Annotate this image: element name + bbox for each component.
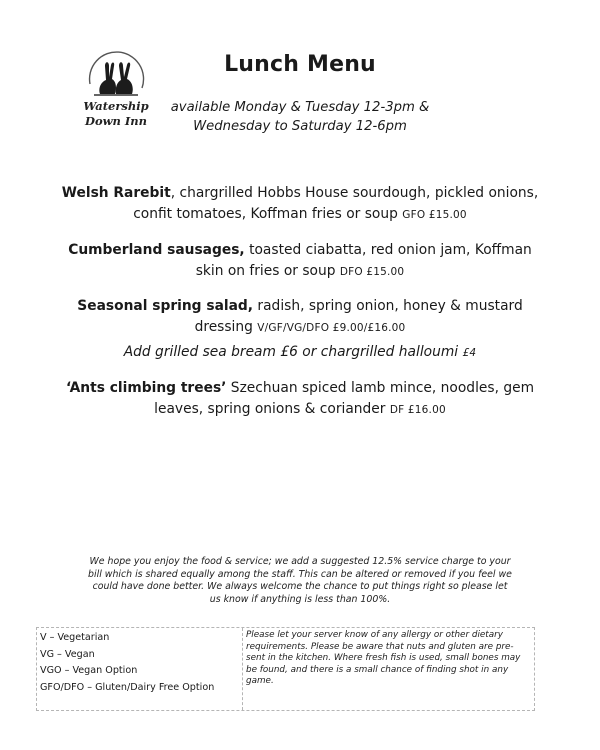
dish-description: dressing <box>194 319 258 335</box>
menu-item-ants-climbing-trees <box>50 378 550 421</box>
dish-tag-price: DFO £15.00 <box>339 266 405 278</box>
table-divider <box>242 628 243 710</box>
menu-item-cumberland-sausages <box>50 240 550 283</box>
dish-name: Cumberland sausages, <box>68 242 245 258</box>
availability-line2: Wednesday to Saturday 12-6pm <box>193 119 407 134</box>
legend-item: VG – Vegan <box>40 648 95 660</box>
allergy-note-line: sent in the kitchen. Where fresh fish is used, small bones may <box>246 653 521 663</box>
legend-item: V – Vegetarian <box>40 632 110 643</box>
service-note-line: us know if anything is less than 100%. <box>209 593 391 605</box>
logo-text-line1: Watership <box>83 99 149 113</box>
allergy-note-line: Please let your server know of any allergy or other dietary <box>246 630 503 640</box>
dish-description: Szechuan spiced lamb mince, noodles, gem <box>226 380 535 396</box>
dish-description: skin on fries or soup <box>195 263 340 279</box>
legend-item: VGO – Vegan Option <box>40 665 138 676</box>
availability-line1: available Monday & Tuesday 12-3pm & <box>170 100 430 115</box>
menu-item-addon <box>50 342 550 364</box>
dish-tag-price: DF £16.00 <box>389 404 446 416</box>
allergy-note-line: be found, and there is a small chance of finding shot in any <box>246 664 509 675</box>
dish-tag-price: GFO £15.00 <box>402 209 467 221</box>
legend-item: GFO/DFO – Gluten/Dairy Free Option <box>40 681 215 693</box>
service-note-line: bill which is shared equally among the staff. This can be altered or removed if you feel we <box>88 568 512 580</box>
dish-description: confit tomatoes, Koffman fries or soup <box>133 206 403 222</box>
page-title: Lunch Menu <box>224 52 376 77</box>
dish-description: leaves, spring onions & coriander <box>154 401 390 417</box>
service-note-line: could have done better. We always welcome the chance to put things right so please let <box>92 581 508 592</box>
addon-price: £4 <box>462 347 477 359</box>
menu-item-seasonal-spring-salad <box>50 296 550 339</box>
dish-name: Welsh Rarebit <box>61 185 171 201</box>
dish-name: Seasonal spring salad, <box>77 298 254 314</box>
dietary-info-table <box>36 627 535 711</box>
logo-text-line2: Down Inn <box>84 114 147 128</box>
dish-description: toasted ciabatta, red onion jam, Koffman <box>244 242 532 258</box>
availability-note <box>150 98 450 136</box>
addon-text: Add grilled sea bream £6 or chargrilled halloumi <box>123 344 463 360</box>
allergy-note <box>246 630 530 688</box>
service-note-line: We hope you enjoy the food & service; we add a suggested 12.5% service charge to your <box>89 556 511 567</box>
logo <box>78 44 154 136</box>
dish-name: ‘Ants climbing trees’ <box>65 380 227 396</box>
allergy-note-line: requirements. Please be aware that nuts and gluten are pre- <box>246 641 514 652</box>
service-charge-note <box>60 556 540 606</box>
dish-description: radish, spring onion, honey & mustard <box>253 298 523 314</box>
dish-tag-price: V/GF/VG/DFO £9.00/£16.00 <box>257 322 406 334</box>
dietary-legend <box>37 630 242 696</box>
allergy-note-line: game. <box>246 676 274 686</box>
dish-description: , chargrilled Hobbs House sourdough, pickled onions, <box>170 185 539 201</box>
menu-item-welsh-rarebit <box>50 183 550 226</box>
